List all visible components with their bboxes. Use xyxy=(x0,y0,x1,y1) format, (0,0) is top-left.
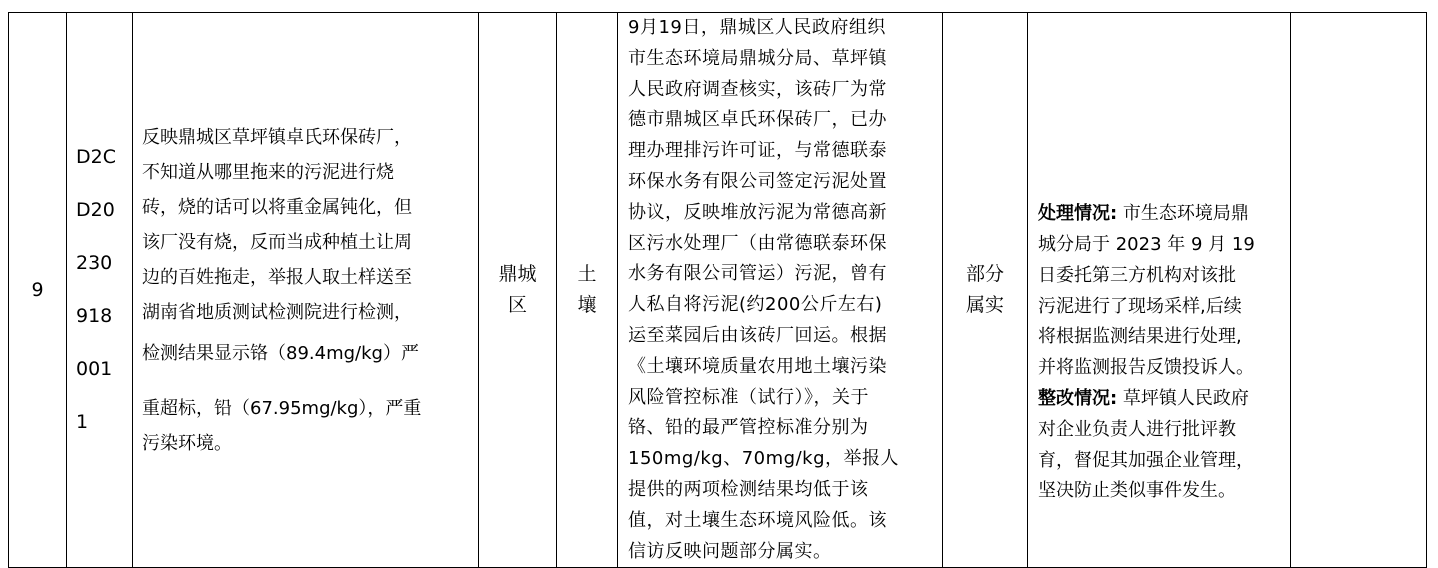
result-line: 属实 xyxy=(965,294,1004,317)
rectification-line: 草坪镇人民政府 xyxy=(1117,387,1249,409)
handling-line: 城分局于 2023 年 9 月 19 xyxy=(1038,233,1255,255)
region-line: 鼎城 xyxy=(498,263,537,286)
category-line: 壤 xyxy=(577,294,597,317)
content-line: 湖南省地质测试检测院进行检测， xyxy=(142,301,412,323)
content-line: 污染环境。 xyxy=(142,432,232,454)
verification-line: 9月19日，鼎城区人民政府组织 xyxy=(628,17,886,38)
table-row xyxy=(9,13,1427,568)
verification-line: 《土壤环境质量农用地土壤污染 xyxy=(628,355,887,377)
verification-line: 提供的两项检测结果均低于该 xyxy=(628,478,869,500)
category-line: 土 xyxy=(577,263,597,286)
verification-line: 风险管控标准（试行）》，关于 xyxy=(628,386,869,408)
content-line: 不知道从哪里拖来的污泥进行烧 xyxy=(142,161,394,183)
verification-line: 理办理排污许可证，与常德联泰 xyxy=(628,140,887,162)
seq-cell xyxy=(9,13,67,568)
verification-line: 值，对土壤生态环境风险低。该 xyxy=(628,509,887,531)
verification-cell xyxy=(618,13,943,568)
handling-line: 日委托第三方机构对该批 xyxy=(1038,264,1236,286)
verification-line: 水务有限公司管运）污泥，曾有 xyxy=(628,263,887,285)
verification-text xyxy=(628,13,934,567)
code-line: 001 xyxy=(76,358,113,381)
code-line: D2C xyxy=(76,146,116,169)
complaint-content xyxy=(142,120,470,461)
seq-number: 9 xyxy=(31,279,44,302)
verification-line: 人民政府调查核实，该砖厂为常 xyxy=(628,78,887,100)
content-line: 砖，烧的话可以将重金属钝化，但 xyxy=(142,196,412,218)
code-line: 230 xyxy=(76,252,113,275)
category-cell xyxy=(557,13,618,568)
verification-line: 德市鼎城区卓氏环保砖厂，已办 xyxy=(628,109,887,131)
code-cell xyxy=(67,13,133,568)
complaint-table xyxy=(8,12,1427,568)
verification-line: 150mg/kg、70mg/kg，举报人 xyxy=(628,448,900,470)
handling-line: 污泥进行了现场采样,后续 xyxy=(1038,295,1242,317)
content-line: 检测结果显示铬（89.4mg/kg）严 xyxy=(142,342,419,364)
code-line: 918 xyxy=(76,305,113,328)
handling-line: 市生态环境局鼎 xyxy=(1117,203,1249,225)
remarks-cell xyxy=(1291,13,1427,568)
handling-label: 处理情况: xyxy=(1038,203,1118,225)
handling-cell xyxy=(1028,13,1291,568)
content-line: 该厂没有烧，反而当成种植土让周 xyxy=(142,231,412,253)
verification-line: 运至菜园后由该砖厂回运。根据 xyxy=(628,324,887,346)
handling-line: 将根据监测结果进行处理, xyxy=(1038,326,1242,348)
content-line: 边的百姓拖走，举报人取土样送至 xyxy=(142,266,412,288)
result-line: 部分 xyxy=(965,263,1004,286)
rectification-line: 坚决防止类似事件发生。 xyxy=(1038,480,1236,502)
rectification-label: 整改情况: xyxy=(1038,387,1118,409)
code-line: D20 xyxy=(76,199,115,222)
region-line: 区 xyxy=(507,294,527,317)
verification-line: 人私自将污泥(约200公斤左右) xyxy=(628,294,883,316)
verification-line: 区污水处理厂（由常德联泰环保 xyxy=(628,232,887,254)
code-line: 1 xyxy=(76,411,89,434)
content-line: 重超标，铅（67.95mg/kg），严重 xyxy=(142,397,422,419)
verification-line: 信访反映问题部分属实。 xyxy=(628,540,832,562)
region-cell xyxy=(479,13,557,568)
verification-line: 环保水务有限公司签定污泥处置 xyxy=(628,170,887,192)
handling-text xyxy=(1038,199,1280,507)
verification-line: 市生态环境局鼎城分局、草坪镇 xyxy=(628,47,887,69)
handling-line: 并将监测报告反馈投诉人。 xyxy=(1038,357,1254,379)
verification-line: 铬、铅的最严管控标准分别为 xyxy=(628,417,869,439)
rectification-line: 育，督促其加强企业管理， xyxy=(1038,449,1254,471)
complaint-content-cell xyxy=(133,13,479,568)
verification-line: 协议，反映堆放污泥为常德高新 xyxy=(628,201,887,223)
rectification-line: 对企业负责人进行批评教 xyxy=(1038,418,1236,440)
result-cell xyxy=(943,13,1028,568)
content-line: 反映鼎城区草坪镇卓氏环保砖厂， xyxy=(142,126,412,148)
